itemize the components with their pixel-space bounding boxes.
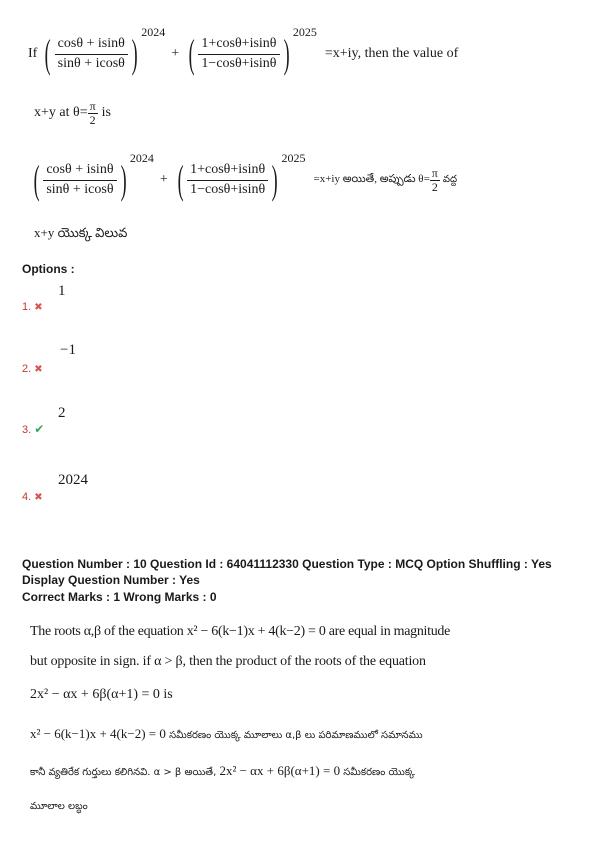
question-10-telugu-line2	[30, 763, 415, 780]
option-1-label: 1.	[22, 301, 32, 313]
equals-english: =x+iy, then the value of	[324, 46, 459, 61]
question-10-line1: The roots α,β of the equation x² − 6(k−1)x + 4(k−2) = 0 are equal in magnitude	[30, 624, 451, 639]
question-1-english	[28, 24, 459, 76]
fraction-1-numerator: cosθ + isinθ	[55, 36, 128, 54]
denominator-two: 2	[89, 112, 96, 127]
is-word: is	[101, 105, 112, 121]
exponent-1: 2024	[141, 24, 166, 39]
option-4-value: 2024	[58, 472, 88, 488]
exponent-2: 2025	[292, 24, 317, 39]
fraction-2-denominator: 1−cosθ+isinθ	[201, 55, 277, 71]
fraction-2-numerator: 1+cosθ+isinθ	[198, 36, 279, 54]
exponent-2-te: 2025	[281, 150, 306, 165]
fraction-1-te: ( $\frac{\cos\theta + isin\theta}{\sin\theta + icos\theta}$ )	[33, 157, 127, 202]
option-3-label: 3.	[22, 424, 32, 436]
question-10-telugu-line3: మూలాల లబ్ధం	[30, 801, 88, 812]
telugu-text-1: సమీకరణం యొక్క మూలాలు α,β లు పరిమాణములో సమానము	[169, 730, 423, 741]
option-3-value: 2	[58, 405, 66, 421]
fraction-2-te: ( $\frac{1+\cos\theta+isin\theta}{1-\cos\theta+isin\theta}$ )	[177, 157, 278, 202]
option-2[interactable]	[22, 342, 76, 375]
telugu-text-2a: కానీ వ్యతిరేక గుర్తులు కలిగినవి. α > β అయితే,	[30, 767, 220, 778]
option-2-value: −1	[60, 342, 76, 358]
equals-telugu: =x+iy అయితే, అప్పుడు θ=	[313, 172, 430, 185]
option-1[interactable]	[22, 283, 66, 313]
question-10-line3: 2x² − αx + 6β(α+1) = 0 is	[30, 687, 173, 702]
check-icon: ✔	[34, 422, 45, 436]
plus-sign: +	[171, 46, 180, 61]
xy-at-theta: x+y at θ=	[34, 105, 88, 121]
fraction-2-te-denominator: 1−cosθ+isinθ	[190, 181, 266, 197]
cross-icon: ✖	[34, 492, 43, 503]
question-10-telugu-line1	[30, 726, 423, 743]
fraction-2: ( $\frac{1+\cos\theta+isin\theta}{1-\cos\theta+isin\theta}$ )	[188, 31, 290, 76]
telugu-text-2c: సమీకరణం యొక్క	[340, 767, 415, 778]
denominator-two-te: 2	[431, 179, 438, 194]
cross-icon: ✖	[34, 302, 43, 313]
option-4-label: 4.	[22, 491, 32, 503]
option-1-value: 1	[58, 283, 66, 299]
pi-symbol: π	[89, 99, 96, 113]
fraction-1: ( $\frac{\cos\theta + isin\theta}{\sin\theta + icos\theta}$ )	[44, 31, 138, 76]
telugu-tail: వద్ద	[442, 174, 458, 185]
fraction-1-te-denominator: sinθ + icosθ	[46, 181, 114, 197]
option-3[interactable]	[22, 405, 66, 436]
fraction-1-denominator: sinθ + icosθ	[57, 55, 125, 71]
fraction-2-te-numerator: 1+cosθ+isinθ	[187, 162, 268, 180]
telugu-equation-1: x² − 6(k−1)x + 4(k−2) = 0	[30, 726, 166, 741]
cross-icon: ✖	[34, 364, 43, 375]
option-4[interactable]	[22, 472, 88, 503]
if-word: If	[28, 46, 38, 61]
question-1-telugu-line2: x+y యొక్క విలువ	[34, 225, 128, 240]
fraction-1-te-numerator: cosθ + isinθ	[43, 162, 116, 180]
plus-sign-te: +	[159, 172, 168, 187]
question-1-line2	[34, 100, 111, 126]
telugu-equation-2: 2x² − αx + 6β(α+1) = 0	[219, 763, 341, 778]
options-heading: Options :	[22, 262, 75, 276]
option-2-label: 2.	[22, 363, 32, 375]
question-meta-line3: Correct Marks : 1 Wrong Marks : 0	[22, 590, 217, 604]
question-meta-line1: Question Number : 10 Question Id : 64041112330 Question Type : MCQ Option Shuffling : Yes	[22, 557, 552, 571]
question-1-telugu	[30, 150, 458, 202]
question-meta-line2: Display Question Number : Yes	[22, 573, 200, 587]
question-10-line2: but opposite in sign. if α > β, then the product of the roots of the equation	[30, 654, 426, 669]
pi-symbol-te: π	[431, 165, 438, 180]
exponent-1-te: 2024	[129, 150, 154, 165]
